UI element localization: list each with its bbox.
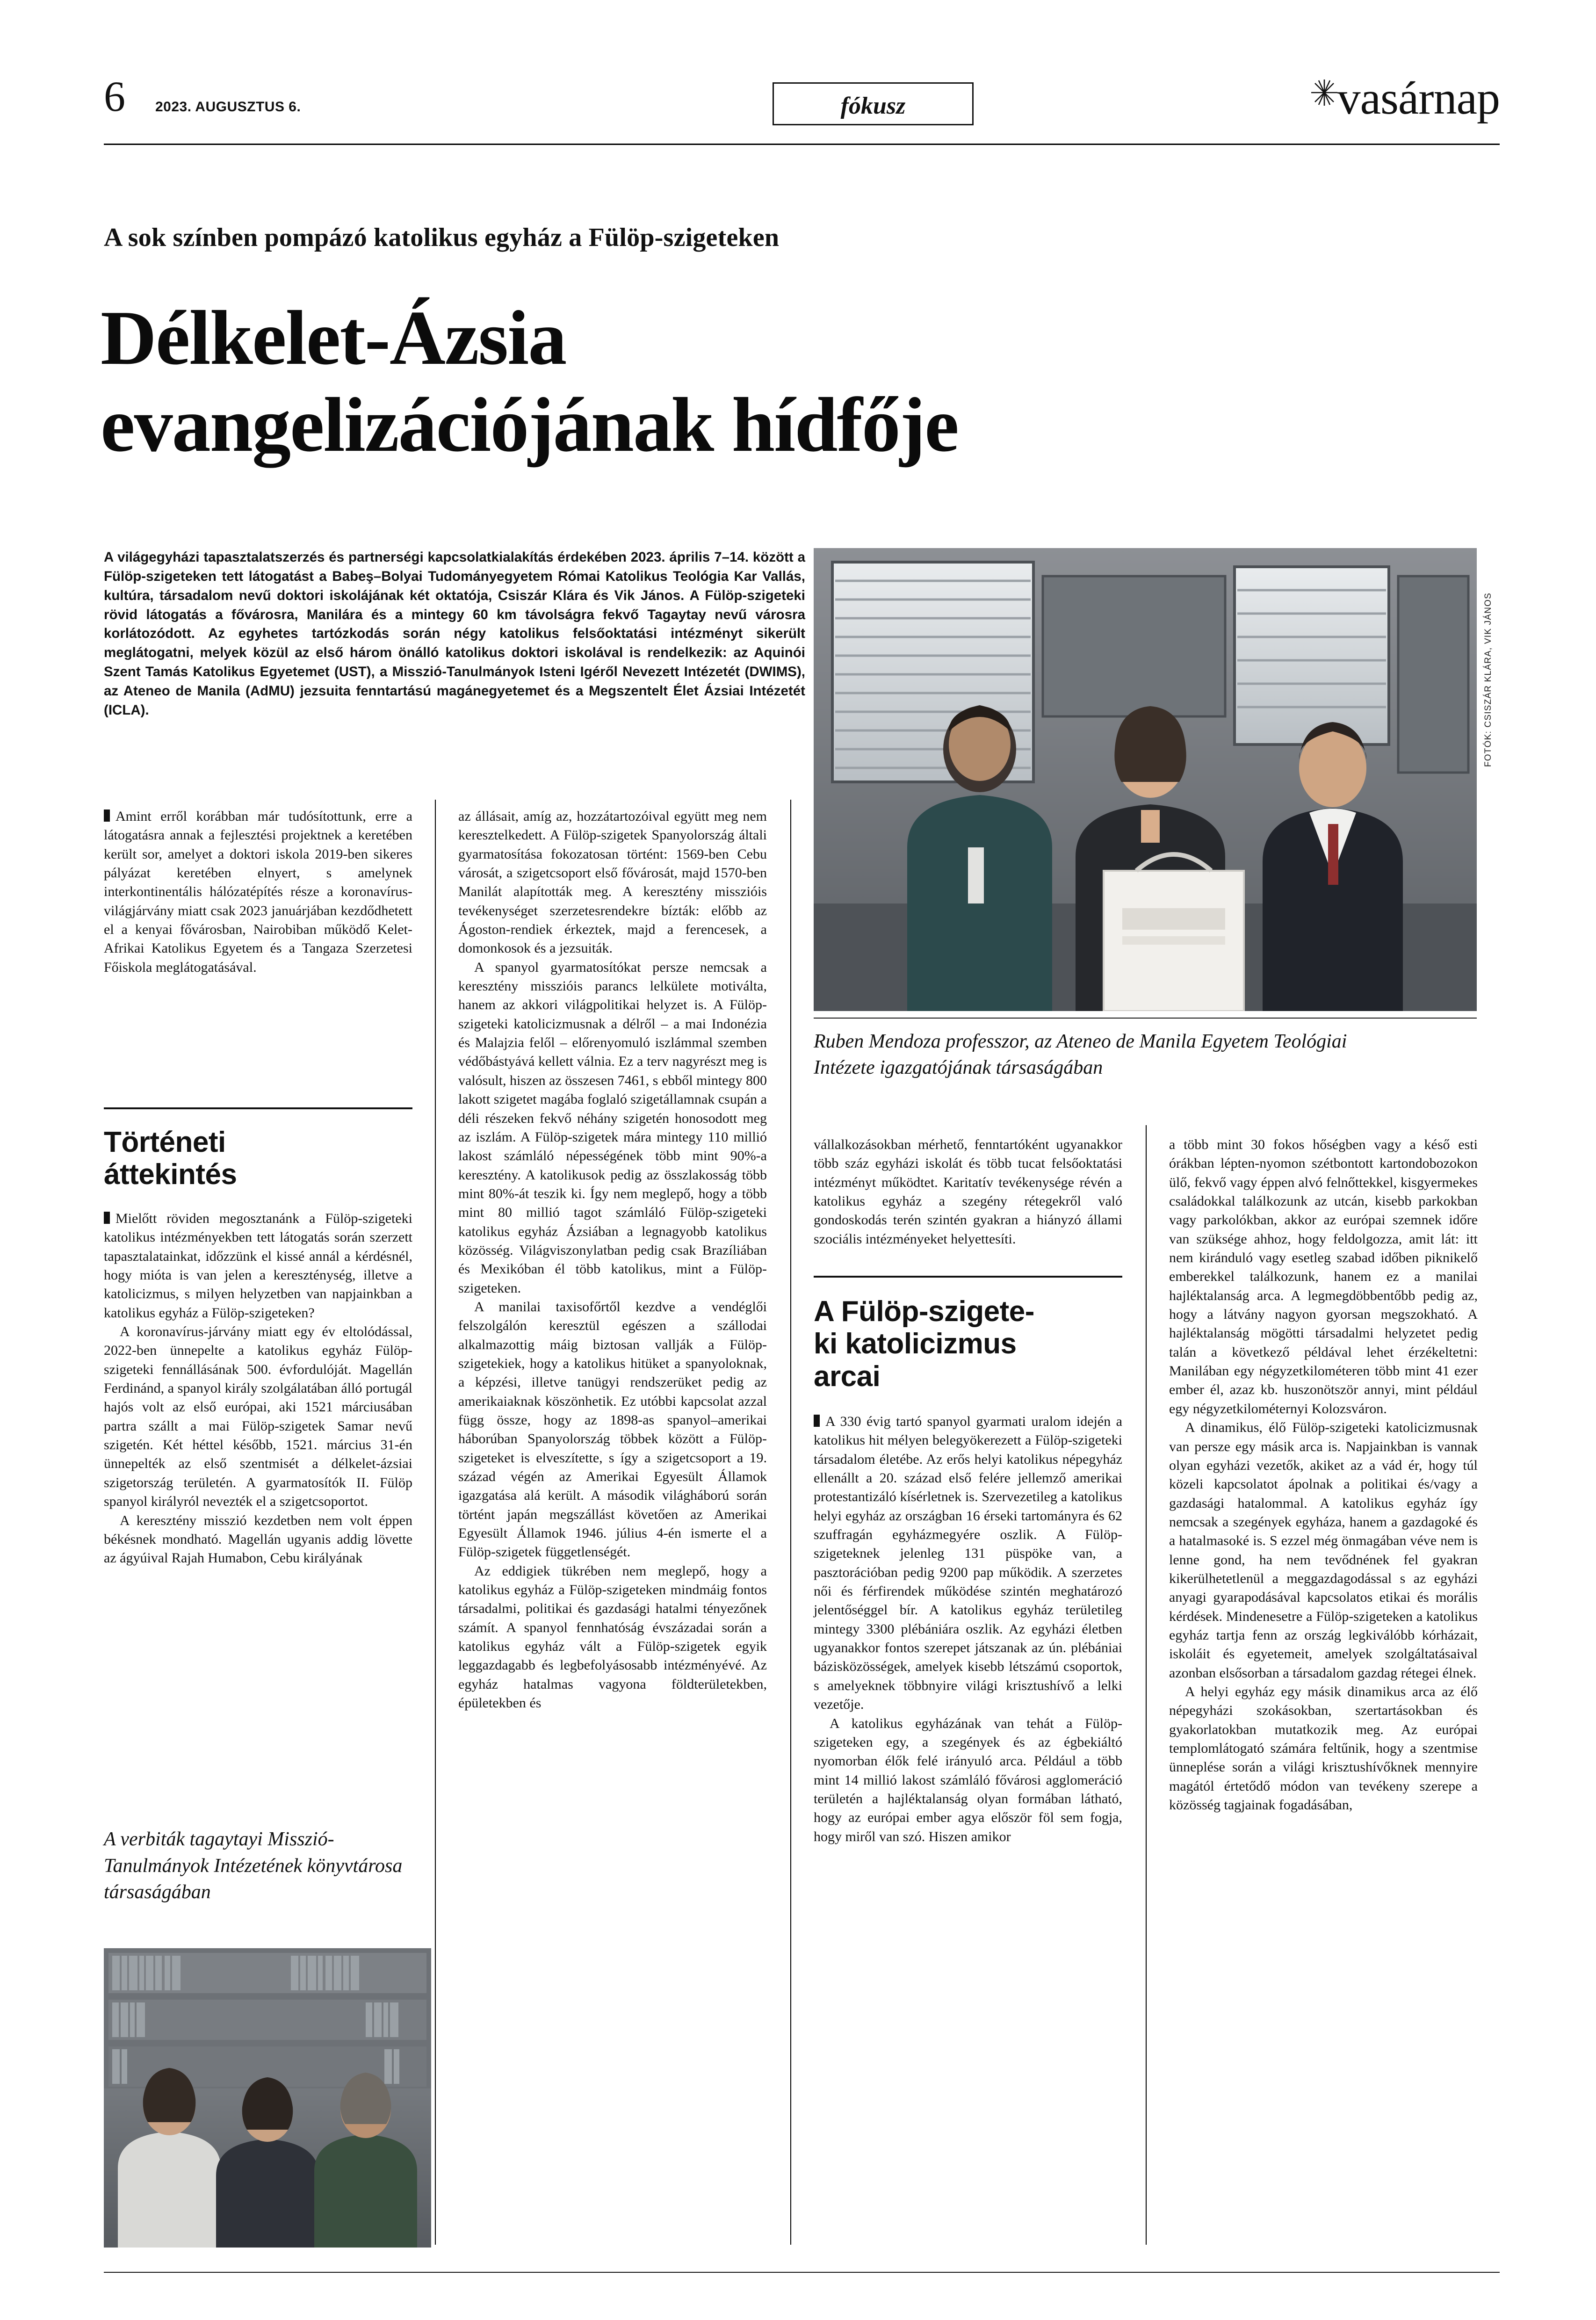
paragraph: A helyi egyház egy másik dinamikus arca az élő népegyházi szokásokban, szertartásokban és gyakorlatokban mutatkozik meg. Az európai templomlátogató számára feltűnik, hogy a szentmise ünneplése során a világi krisztushívőknek mennyire magától értetődő módon van tevékeny szerepe a közösség tagjainak fogadásában,: [1169, 1684, 1478, 1813]
page-number: 6: [104, 72, 125, 120]
faces-title-line-1: A Fülöp-szigete-: [814, 1295, 1034, 1328]
column-3-body: [814, 1412, 1122, 1846]
section-label: fókusz: [840, 93, 906, 119]
photo-credit: FOTÓK: CSISZÁR KLÁRA, VIK JÁNOS: [1483, 593, 1493, 767]
small-photo-caption: A verbiták tagaytayi Misszió-Tanulmányok Intézetének könyvtárosa társaságában: [104, 1829, 403, 1903]
lede-paragraph: A világegyházi tapasztalatszerzés és partnerségi kapcsolatkialakítás érdekében 2023. április 7–14. között a Fülöp-szigeteken tett látogatást a Babeş–Bolyai Tudományegyetem Római Katolikus Teológia Kar Vallás, kultúra, társadalom nevű doktori iskolájának két oktatója, Csiszár Klára és Vik János. A Fülöp-szigeteki rövid látogatás a fővárosra, Manilára és a mintegy 60 km távolságra fekvő Tagaytay nevű városra korlátozódott. Az egyhetes tartózkodás során négy katolikus felsőoktatási intézményt sikerült meglátogatni, melyek közül az első három önálló katolikus doktori iskolával is rendelkezik: az Aquinói Szent Tamás Katolikus Egyetemet (UST), a Misszió-Tanulmányok Isteni Igéről Nevezett Intézetét (DWIMS), az Ateneo de Manila (AdMU) jezsuita fenntartású magánegyetemet és a Megszentelt Élet Ázsiai Intézetét (ICLA).: [104, 549, 805, 718]
headline-line-2: evangelizációjának hídfője: [101, 381, 958, 468]
faces-title-line-3: arcai: [814, 1360, 881, 1393]
column-3-top: [814, 1135, 1122, 1249]
paragraph-marker-icon: [814, 1415, 820, 1427]
brand-name: vasárnap: [1337, 72, 1500, 124]
column-1-body: [104, 1209, 412, 1568]
paragraph: A keresztény misszió kezdetben nem volt éppen békésnek mondható. Magellán ugyanis addig lövette az ágyúival Rajah Humabon, Cebu királyának: [104, 1512, 412, 1566]
paragraph: Mielőtt röviden megosztanánk a Fülöp-szigeteki katolikus intézményekben tett látogatás során szerzett tapasztalatainkat, időzzünk el kissé annál a kérdésnél, hogy mióta is van jelen a kereszténység, illetve a katolicizmus, s milyen helyzetben van napjainkban a katolikus egyház a Fülöp-szigeteken?: [104, 1211, 412, 1321]
headline-line-1: Délkelet-Ázsia: [101, 295, 566, 381]
paragraph: A katolikus egyházának van tehát a Fülöp-szigeteken egy, a szegények és az égbekiáltó nyomorban élők felé irányuló arca. Például a több mint 14 millió lakost számláló fővárosi agglomeráció területén a hajléktalanság olyan formában látható, hogy az európai ember agya először föl sem fogja, hogy miről van szó. Hiszen amikor: [814, 1715, 1122, 1844]
starburst-icon: [1310, 79, 1338, 107]
faces-sidebar-rule: [814, 1276, 1122, 1278]
paragraph-marker-icon: [104, 1212, 110, 1224]
paragraph: A spanyol gyarmatosítókat persze nemcsak a keresztény misszióis parancs lelkülete motiválta, hanem az akkori világpolitikai helyzet is. A Fülöp-szigeteki katolicizmusnak a délről – a mai Indonézia és Malajzia felől – előrenyomuló iszlámmal szemben védőbástyává kellett válnia. Ez a terv nagyrészt meg is valósult, hiszen az összesen 7461, s ebből mintegy 800 lakott szigetet magába foglaló szigetállamnak csupán a déli részeken fekvő néhány szigetén honosodott meg az iszlám. A Fülöp-szigetek mára mintegy 110 millió lakost számláló népességének több mint 90%-a keresztény. A katolikusok pedig az összlakosság több mint 80%-át teszik ki. Így nem meglepő, hogy a több mint 80 millió tagot számláló Fülöp-szigeteki katolikus egyház Ázsiában a legnagyobb katolikus közösség. Világviszonylatban pedig csak Brazíliában és Mexikóban él több katolikus, mint a Fülöp-szigeteken.: [458, 959, 767, 1296]
paragraph: A dinamikus, élő Fülöp-szigeteki katolicizmusnak van persze egy másik arca is. Napjainkban is vannak olyan egyházi vezetők, akiket az a vád ér, hogy túl közeli kapcsolatot ápolnak a politikai és/vagy a gazdasági hatalommal. A katolikus egyház így nemcsak a szegények egyháza, hanem a gazdagoké és a hatalmasoké is. S ezzel még önmagában véve nem is lenne gond, ha nem tevődnének fel gyakran kikerülhetetlenül a meggazdagodással s az egyházi anyagi gyarapodásával kapcsolatos etikai és morális kérdések. Mindenesetre a Fülöp-szigeteken a katolikus egyház tartja fenn az ország legkiválóbb kórházait, iskoláit és egyetemeit, amelyek szolgáltatásaival azonban elsősorban a társadalom gazdag rétegei élnek.: [1169, 1420, 1478, 1681]
paragraph: A koronavírus-járvány miatt egy év eltolódással, 2022-ben ünnepelte a katolikus egyház Fülöp-szigeteki fennállásának 500. évfordulóját. Magellán Ferdinánd, a spanyol király szolgálatában álló portugál hajós volt az első európai, aki 1521 márciusában partra szállt a mai Fülöp-szigetek Samar nevű szigetén. Két héttel később, 1521. március 31-én ünnepelték az első szentmisét a délkelet-ázsiai szigetország területén. A gyarmatosítók II. Fülöp spanyol királyról nevezték el a szigetcsoportot.: [104, 1324, 412, 1510]
paragraph-marker-icon: [104, 809, 110, 822]
brand-logo: [1337, 72, 1500, 124]
column-divider-3: [1146, 1125, 1147, 2245]
column-divider-2: [790, 800, 791, 2245]
article-kicker: A sok színben pompázó katolikus egyház a Fülöp-szigeteken: [104, 223, 780, 252]
page-title: [101, 295, 1503, 469]
history-sidebar-rule: [104, 1107, 412, 1109]
paragraph: A manilai taxisofőrtől kezdve a vendéglői felszolgálón keresztül egészen a szállodai alkalmazottig máig biztosan vallják a Fülöp-szigetekiek, hogy a katolikus hitüket a spanyoloknak, a képzési, illetve tanügyi rendszerüket pedig az amerikaiaknak köszönhetik. Ez utóbbi kapcsolat azzal függ össze, hogy az 1898-as spanyol–amerikai háborúban Spanyolország többek között a Fülöp-szigeteket is elveszítette, s így a szigetcsoport a 19. század végén az Amerikai Egyesült Államok igazgatása alá került. A második világháború során történt japán megszállást követően az Amerikai Egyesült Államok 1946. július 4-én ismerte el a Fülöp-szigetek függetlenségét.: [458, 1299, 767, 1560]
caption-divider: [814, 1018, 1477, 1019]
column-4: [1169, 1135, 1478, 1814]
faces-title-line-2: ki katolicizmus: [814, 1328, 1017, 1360]
paragraph: Az eddigiek tükrében nem meglepő, hogy a katolikus egyház a Fülöp-szigeteken mindmáig fontos társadalmi, politikai és gazdasági hatalmi tényezőnek számít. A spanyol fennhatóság évszázadai során a katolikus egyház vált a Fülöp-szigetek egyik leggazdagabb és legbefolyásosabb intézményévé. Az egyház hatalmas vagyona földterületekben, épületekben és: [458, 1563, 767, 1711]
paragraph: a több mint 30 fokos hőségben vagy a késő esti órákban lépten-nyomon szétbontott kartondobozokon ülő, fekvő vagy éppen alvó felnőttekkel, kisgyermekes családokkal találkozunk az utcán, kisebb parkokban vagy parkolókban, akkor az európai szemnek időre van szüksége ahhoz, hogy feldolgozza, amit lát: itt nem kiránduló vagy esetleg szabad időben piknikelő emberekkel találkozunk, hanem ez a manilai hajléktalanság arca. A legmegdöbbentőbb pedig az, hogy a látvány nagyon gyorsan megszokható. A hajléktalanság mögötti társadalmi helyzetet pedig talán a következő példával lehet érzékeltetni: Manilában egy négyzetkilométeren több mint 41 ezer ember él, azaz kb. huszonötször annyi, mint például egy négyzetkilométernyi Kolozsváron.: [1169, 1137, 1478, 1417]
faces-sidebar-title: [814, 1295, 1136, 1393]
footer-divider: [104, 2272, 1500, 2273]
photo-illustration: [814, 548, 1477, 1011]
column-2: [458, 807, 767, 1713]
main-photo-caption: Ruben Mendoza professzor, az Ateneo de Manila Egyetem Teológiai Intézete igazgatójának társaságában: [814, 1031, 1347, 1078]
secondary-photo: [104, 1948, 431, 2248]
column-divider-1: [435, 800, 436, 2245]
history-sidebar-title: [104, 1126, 412, 1191]
history-title-line-1: Történeti: [104, 1126, 226, 1158]
main-photo: [814, 548, 1477, 1011]
paragraph: A 330 évig tartó spanyol gyarmati uralom idején a katolikus hit mélyen belegyökerezett a Fülöp-szigeteki társadalom életébe. Az erős helyi katolikus népegyház ellenállt a 20. század első felére jellemző amerikai protestantizáló kísérletnek is. Szervezetileg a katolikus helyi egyház az országban 16 érseki tartományra és 62 szuffragán egyházmegyére oszlik. A Fülöp-szigeteknek jelenleg 131 püspöke van, a pasztorációban pedig 9200 pap működik. A szerzetes női és férfirendek működése szintén meghatározó jelentőséggel bír. A katolikus egyház területileg mintegy 3300 plébániára oszlik. Az egyházi életben ugyanakkor fontos szerepet játszanak az ún. plébániai bázisközösségek, amelyek kisebb létszámú csoportok, s amelyeknek többnyire világi krisztushívő a lelki vezetője.: [814, 1414, 1122, 1713]
masthead: [104, 70, 1500, 145]
section-label-box: [773, 82, 974, 125]
paragraph: Amint erről korábban már tudósítottunk, erre a látogatásra annak a fejlesztési projektnek a keretében került sor, amelyet a doktori iskola 2019-ben sikeres pályázat keretében elnyert, s amelynek interkontinentális hálózatépítés része a koronavírus-világjárvány miatt csak 2023 januárjában kezdődhetett el a kenyai fővárosban, Nairobiban működő Kelet-Afrikai Katolikus Egyetem és a Tangaza Szerzetesi Főiskola meglátogatásával.: [104, 809, 412, 975]
issue-date: 2023. AUGUSZTUS 6.: [155, 99, 301, 115]
paragraph: az állásait, amíg az, hozzátartozóival együtt meg nem keresztelkedett. A Fülöp-szigetek Spanyolország általi gyarmatosítása fokozatosan történt: 1569-ben Cebu városát, a szigetcsoport első fővárosát, majd 1570-ben Manilát alapították meg. A keresztény misszióis tevékenységet szerzetesrendekre bízták: előbb az Ágoston-rendiek érkeztek, majd a ferencesek, a domonkosok és a jezsuiták.: [458, 809, 767, 956]
paragraph: vállalkozásokban mérhető, fenntartóként ugyanakkor több száz egyházi iskolát és több tucat felsőoktatási intézményt működtet. Karitatív tevékenysége révén a katolikus egyház a szegény rétegekről való gondoskodás terén szintén gyakran a hiányzó állami szociális intézményeket helyettesíti.: [814, 1137, 1122, 1247]
photo-illustration-library: [104, 1948, 431, 2248]
column-1-top: [104, 807, 412, 977]
history-title-line-2: áttekintés: [104, 1158, 237, 1191]
